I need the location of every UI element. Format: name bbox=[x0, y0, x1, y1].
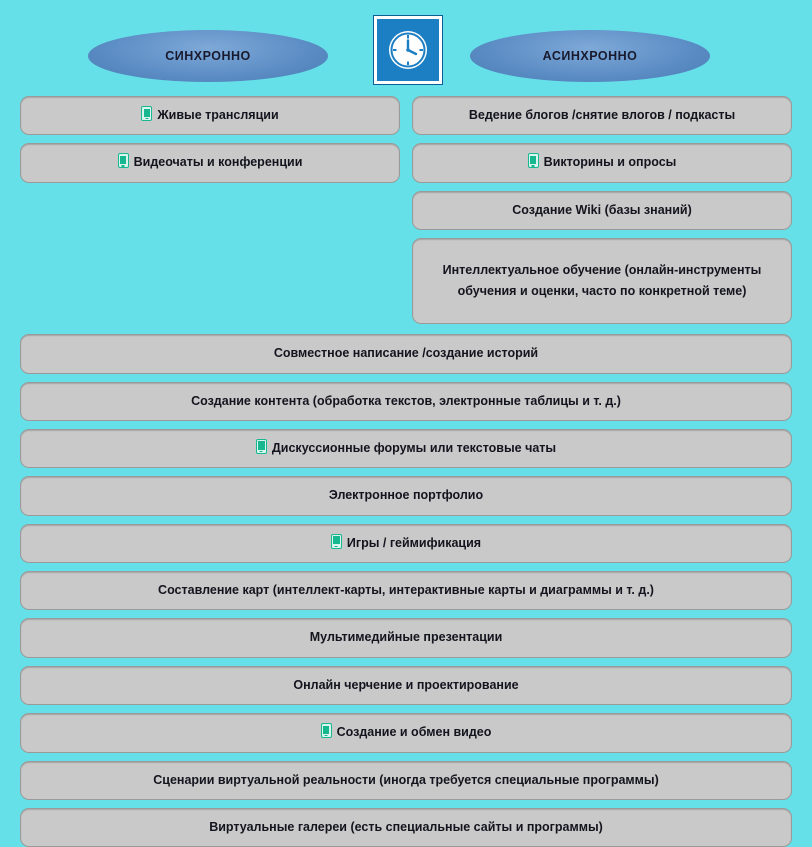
shared-item-label: Создание и обмен видео bbox=[336, 725, 492, 740]
sync-item-box bbox=[20, 143, 400, 182]
shared-item-box bbox=[20, 808, 792, 847]
app-icon bbox=[256, 439, 267, 454]
app-icon bbox=[141, 106, 152, 121]
shared-item-label: Создание контента (обработка текстов, электронные таблицы и т. д.) bbox=[191, 393, 621, 408]
shared-items-section bbox=[20, 334, 792, 847]
async-item-box bbox=[412, 238, 792, 324]
diagram-header bbox=[0, 0, 812, 96]
shared-item-box bbox=[20, 713, 792, 752]
async-item-label: Интеллектуальное обучение (онлайн-инструменты обучения и оценки, часто по конкретной теме) bbox=[442, 262, 762, 299]
async-item-box bbox=[412, 96, 792, 135]
shared-item-label: Игры / геймификация bbox=[346, 535, 482, 550]
async-item-label: Создание Wiki (базы знаний) bbox=[512, 202, 692, 217]
asynchronous-label: АСИНХРОННО bbox=[542, 49, 638, 63]
shared-item-label: Составление карт (интеллект-карты, интерактивные карты и диаграммы и т. д.) bbox=[158, 583, 654, 597]
shared-item-label: Электронное портфолио bbox=[328, 488, 484, 503]
shared-item-label: Мультимедийные презентации bbox=[309, 630, 503, 645]
shared-item-box bbox=[20, 761, 792, 800]
shared-item-box bbox=[20, 666, 792, 705]
synchronous-label-ellipse bbox=[88, 30, 328, 82]
shared-item-label: Совместное написание /создание историй bbox=[273, 346, 539, 361]
shared-item-box bbox=[20, 382, 792, 421]
async-item-box bbox=[412, 191, 792, 230]
shared-item-box bbox=[20, 524, 792, 563]
app-icon bbox=[118, 153, 129, 168]
shared-item-label: Дискуссионные форумы или текстовые чаты bbox=[271, 440, 557, 455]
synchronous-column bbox=[20, 96, 400, 183]
async-item-box bbox=[412, 143, 792, 182]
sync-item-label: Живые трансляции bbox=[157, 108, 279, 122]
app-icon bbox=[331, 534, 342, 549]
async-item-label: Викторины и опросы bbox=[543, 155, 677, 170]
async-item-label: Ведение блогов /снятие влогов / подкасты bbox=[468, 108, 736, 122]
app-icon bbox=[321, 723, 332, 738]
shared-item-label: Онлайн черчение и проектирование bbox=[293, 677, 519, 692]
synchronous-label: СИНХРОННО bbox=[165, 49, 251, 63]
asynchronous-label-ellipse bbox=[470, 30, 710, 82]
shared-item-label: Сценарии виртуальной реальности (иногда требуется специальные программы) bbox=[153, 772, 659, 787]
shared-item-box bbox=[20, 476, 792, 515]
shared-item-box bbox=[20, 334, 792, 373]
clock-icon bbox=[374, 16, 442, 84]
shared-item-label: Виртуальные галереи (есть специальные сайты и программы) bbox=[209, 819, 603, 834]
two-column-section bbox=[20, 96, 792, 324]
app-icon bbox=[528, 153, 539, 168]
shared-item-box bbox=[20, 571, 792, 610]
shared-item-box bbox=[20, 618, 792, 657]
shared-item-box bbox=[20, 429, 792, 468]
sync-item-box bbox=[20, 96, 400, 135]
sync-item-label: Видеочаты и конференции bbox=[133, 155, 303, 170]
asynchronous-column bbox=[412, 96, 792, 324]
